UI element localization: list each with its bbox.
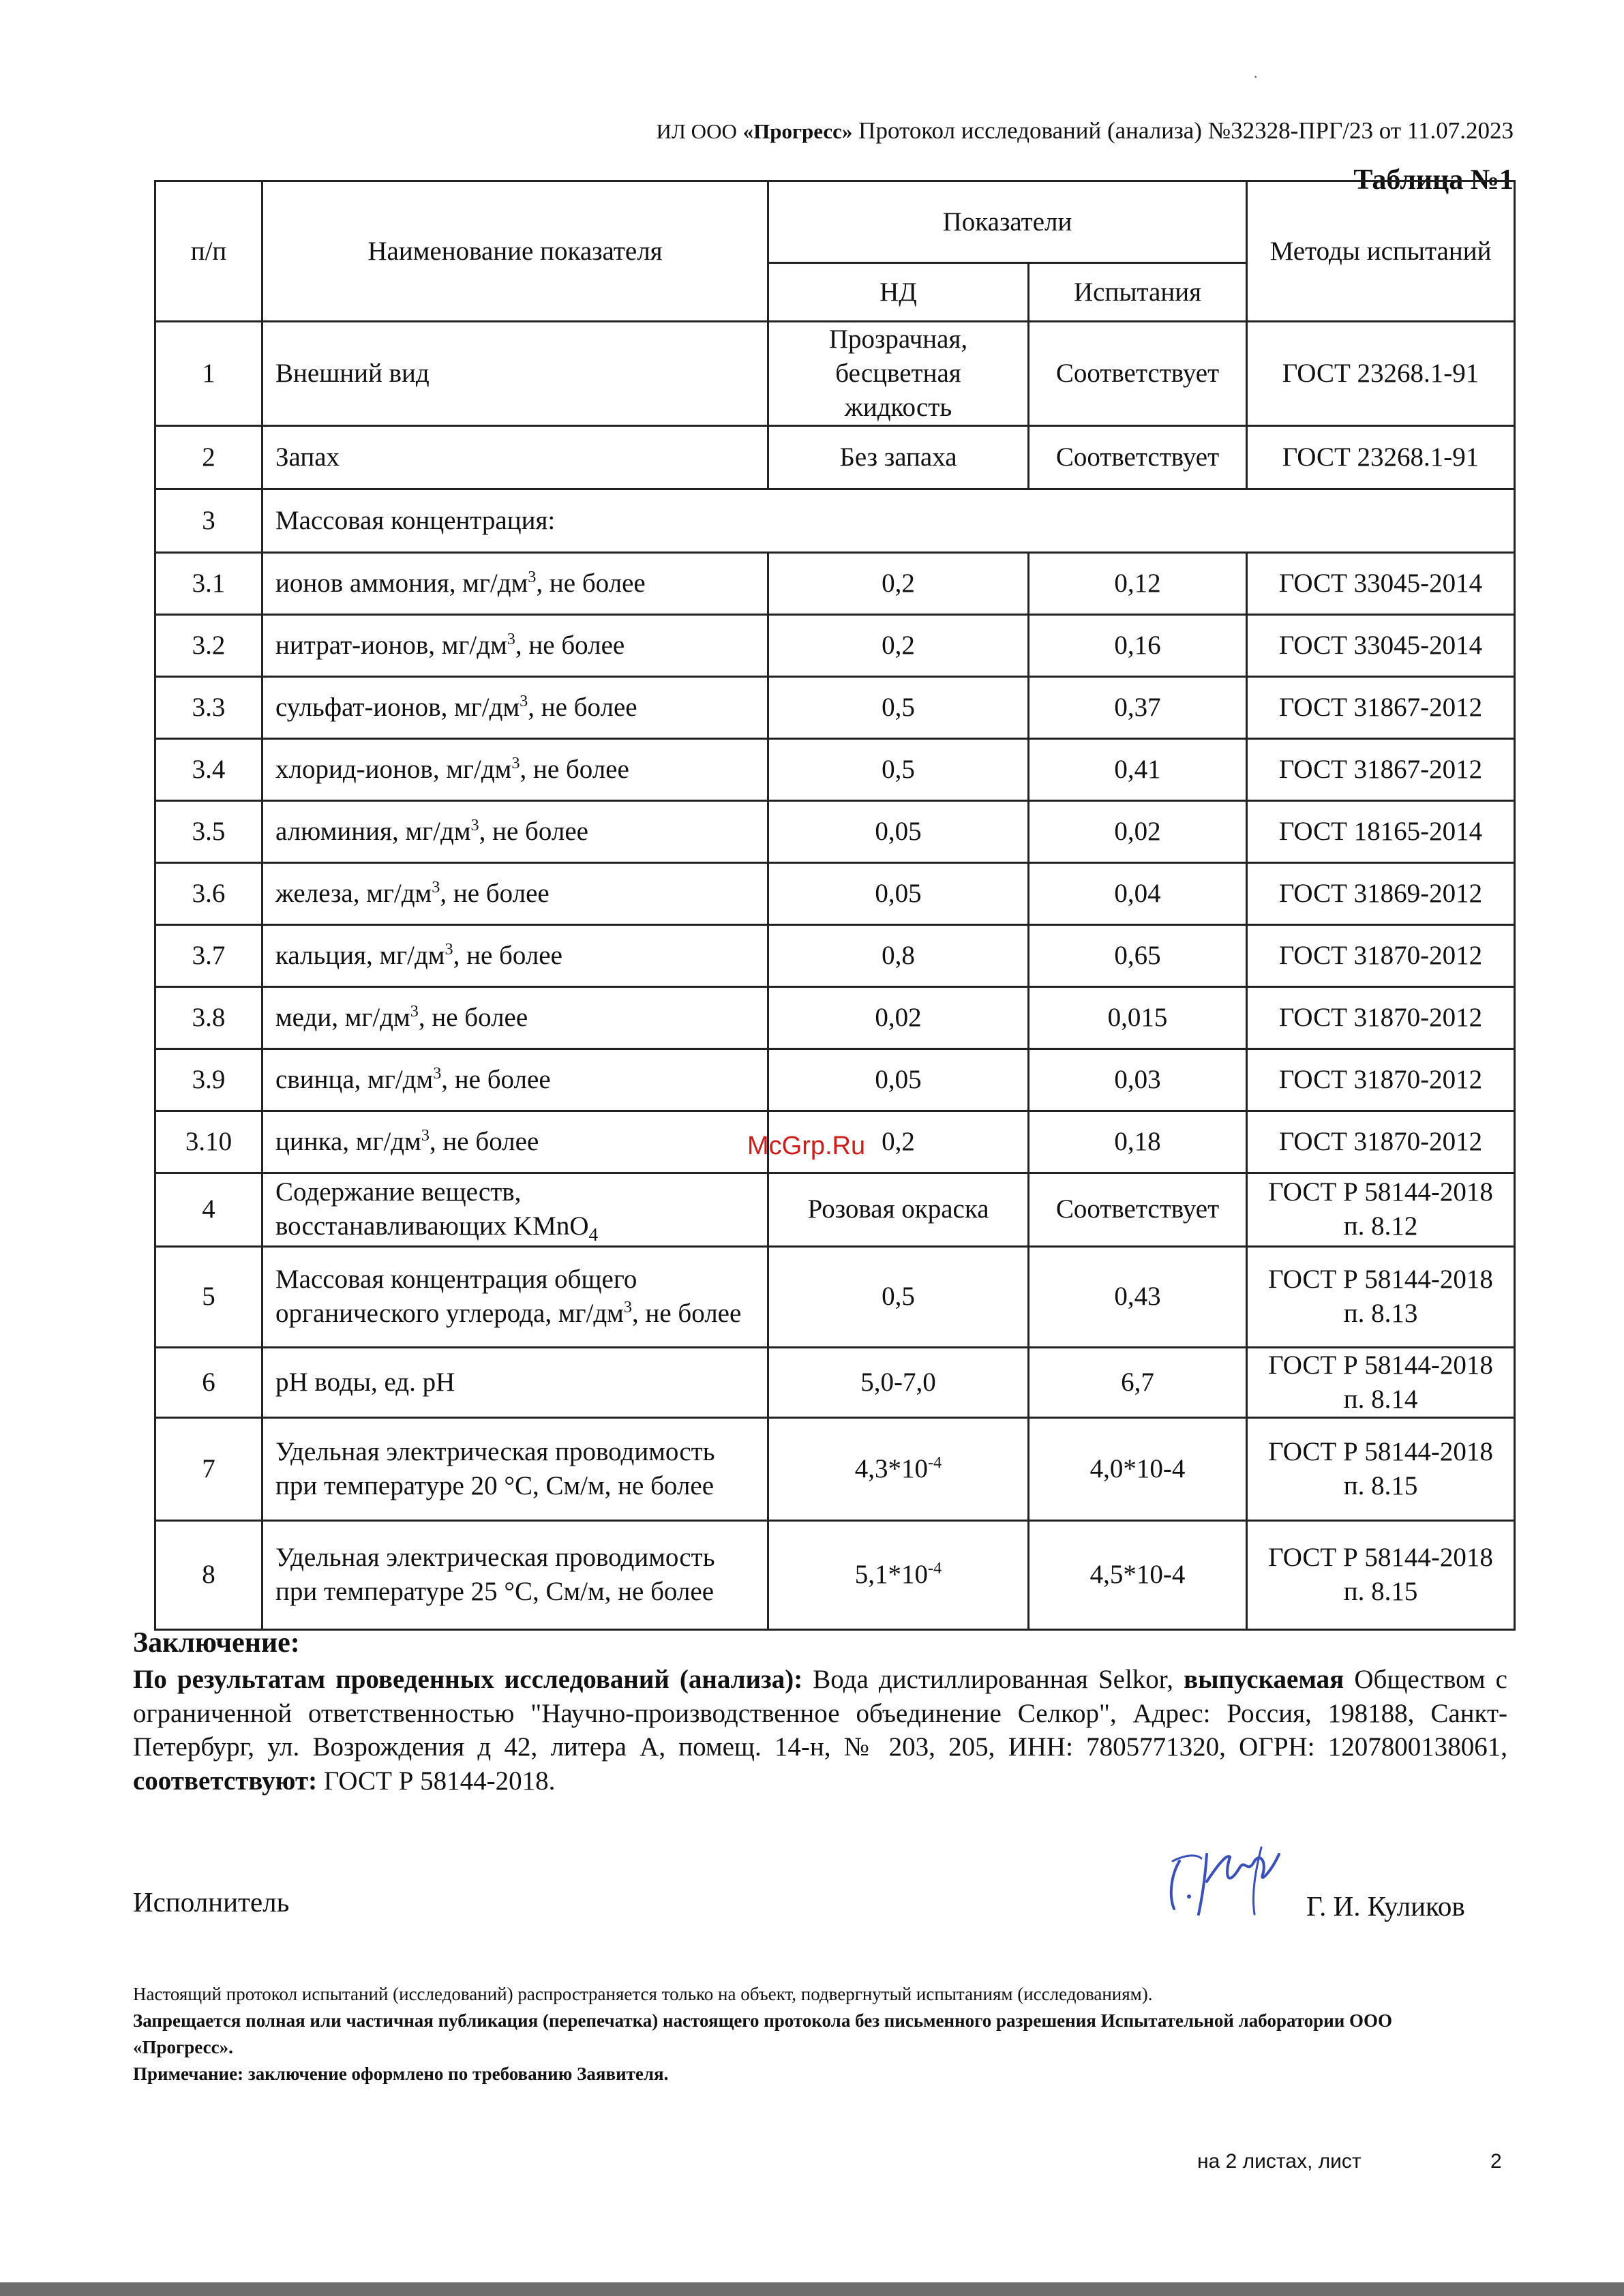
row-name: pH воды, ед. pH <box>262 1347 768 1417</box>
header-name: Наименование показателя <box>262 181 768 322</box>
row-test: 0,65 <box>1029 924 1247 986</box>
row-num: 3.8 <box>155 986 262 1048</box>
row-nd: 0,05 <box>768 862 1029 924</box>
row-num: 3.9 <box>155 1048 262 1111</box>
header-num: п/п <box>155 181 262 322</box>
table-row <box>155 738 1515 800</box>
row-test: 0,37 <box>1029 676 1247 738</box>
row-num: 8 <box>155 1520 262 1629</box>
row-name: Запах <box>262 425 768 489</box>
row-nd: 0,2 <box>768 1111 1029 1173</box>
row-test: Соответствует <box>1029 425 1247 489</box>
executor-name: Г. И. Куликов <box>1306 1890 1465 1922</box>
row-method: ГОСТ 23268.1-91 <box>1247 425 1515 489</box>
row-name: свинца, $мг/дм^3$, не более <box>262 1048 768 1111</box>
row-method: ГОСТ Р 58144-2018 п. 8.12 <box>1247 1173 1515 1246</box>
table-row <box>155 552 1515 614</box>
row-nd: 0,5 <box>768 676 1029 738</box>
table-row <box>155 425 1515 489</box>
row-num: 2 <box>155 425 262 489</box>
footer-notes <box>133 1981 1469 2088</box>
row-name: меди, $мг/дм^3$, не более <box>262 986 768 1048</box>
row-name: железа, $мг/дм^3$, не более <box>262 862 768 924</box>
row-test: 4,0*10-4 <box>1029 1417 1247 1520</box>
row-method: ГОСТ Р 58144-2018 п. 8.13 <box>1247 1246 1515 1347</box>
row-method: ГОСТ 23268.1-91 <box>1247 322 1515 426</box>
row-name: Удельная электрическая проводимость при температуре 25 °С, См/м, не более <box>262 1520 768 1629</box>
row-nd: Розовая окраска <box>768 1173 1029 1246</box>
conclusion-heading: Заключение: <box>133 1627 300 1659</box>
table-row <box>155 1347 1515 1417</box>
row-name: алюминия, $мг/дм^3$, не более <box>262 800 768 862</box>
row-nd: 0,8 <box>768 924 1029 986</box>
table-row <box>155 862 1515 924</box>
table-row <box>155 614 1515 676</box>
header-nd: НД <box>768 263 1029 322</box>
row-nd: 0,05 <box>768 1048 1029 1111</box>
conclusion-text: По результатам проведенных исследований (анализа): Вода дистиллированная Selkor, выпускаемая Обществом с ограниченной ответственностью "Научно-производственное объединение Селкор", Адрес: Россия, 198188, Санкт-Петербург, ул. Возрождения д 42, литера А, помещ. 14-н, № 203, 205, ИНН: 7805771320, ОГРН: 1207800138061, соответствуют: ГОСТ Р 58144-2018. <box>133 1665 1507 1796</box>
row-method: ГОСТ Р 58144-2018 п. 8.15 <box>1247 1520 1515 1629</box>
row-method: ГОСТ Р 58144-2018 п. 8.14 <box>1247 1347 1515 1417</box>
table-row <box>155 1417 1515 1520</box>
table-title: Таблица №1 <box>1353 164 1514 196</box>
table-row <box>155 1246 1515 1347</box>
row-method: ГОСТ Р 58144-2018 п. 8.15 <box>1247 1417 1515 1520</box>
watermark: McGrp.Ru <box>747 1132 866 1160</box>
corner-mark: · <box>1253 68 1259 85</box>
row-num: 3.6 <box>155 862 262 924</box>
org-name: «Прогресс» <box>742 119 853 143</box>
row-nd: Без запаха <box>768 425 1029 489</box>
row-name: Содержание веществ, восстанавливающих KMnO$_4$ <box>262 1173 768 1246</box>
signature-image <box>1159 1834 1295 1922</box>
row-num: 6 <box>155 1347 262 1417</box>
table-row <box>155 676 1515 738</box>
row-name: Внешний вид <box>262 322 768 426</box>
row-nd: 0,5 <box>768 738 1029 800</box>
row-nd: 0,05 <box>768 800 1029 862</box>
row-name: Массовая концентрация: <box>262 489 1515 552</box>
row-nd: 0,5 <box>768 1246 1029 1347</box>
row-test: 0,03 <box>1029 1048 1247 1111</box>
results-table <box>154 180 1516 1631</box>
header-methods: Методы испытаний <box>1247 181 1515 322</box>
row-test: Соответствует <box>1029 322 1247 426</box>
header-indicators: Показатели <box>768 181 1247 263</box>
row-nd: 0,02 <box>768 986 1029 1048</box>
row-method: ГОСТ 33045-2014 <box>1247 552 1515 614</box>
row-test: 0,015 <box>1029 986 1247 1048</box>
table-header-row <box>155 181 1515 263</box>
document-header <box>518 117 1514 145</box>
page-number: 2 <box>1490 2150 1502 2173</box>
row-num: 3.3 <box>155 676 262 738</box>
row-num: 3.4 <box>155 738 262 800</box>
table-row <box>155 1520 1515 1629</box>
row-test: 0,41 <box>1029 738 1247 800</box>
row-name: Массовая концентрация общего органического углерода, $мг/дм^3$, не более <box>262 1246 768 1347</box>
table-row <box>155 1048 1515 1111</box>
row-test: 0,12 <box>1029 552 1247 614</box>
row-num: 3.5 <box>155 800 262 862</box>
row-name: цинка, $мг/дм^3$, не более <box>262 1111 768 1173</box>
row-name: сульфат-ионов, $мг/дм^3$, не более <box>262 676 768 738</box>
row-method: ГОСТ 31870-2012 <box>1247 1048 1515 1111</box>
table-row-section <box>155 489 1515 552</box>
row-num: 3.10 <box>155 1111 262 1173</box>
row-name: нитрат-ионов, $мг/дм^3$, не более <box>262 614 768 676</box>
table-row <box>155 800 1515 862</box>
table-row <box>155 924 1515 986</box>
row-test: 4,5*10-4 <box>1029 1520 1247 1629</box>
row-method: ГОСТ 31870-2012 <box>1247 1111 1515 1173</box>
page-info: на 2 листах, лист <box>1197 2150 1362 2173</box>
row-method: ГОСТ 31867-2012 <box>1247 738 1515 800</box>
row-method: ГОСТ 33045-2014 <box>1247 614 1515 676</box>
row-test: 0,43 <box>1029 1246 1247 1347</box>
row-name: кальция, $мг/дм^3$, не более <box>262 924 768 986</box>
table-row <box>155 986 1515 1048</box>
row-num: 7 <box>155 1417 262 1520</box>
row-nd: 0,2 <box>768 552 1029 614</box>
row-name: ионов аммония, $мг/дм^3$, не более <box>262 552 768 614</box>
footer-note-scope: Настоящий протокол испытаний (исследований) распространяется только на объект, подвергнутый испытаниям (исследованиям). <box>133 1984 1153 2004</box>
org-prefix: ИЛ ООО <box>656 119 737 143</box>
table-row <box>155 1173 1515 1246</box>
row-num: 3.1 <box>155 552 262 614</box>
protocol-number: Протокол исследований (анализа) №32328-ПРГ/23 от 11.07.2023 <box>858 117 1514 144</box>
row-test: 0,18 <box>1029 1111 1247 1173</box>
row-test: Соответствует <box>1029 1173 1247 1246</box>
row-method: ГОСТ 31870-2012 <box>1247 986 1515 1048</box>
row-num: 3.7 <box>155 924 262 986</box>
footer-note-copyright: Запрещается полная или частичная публикация (перепечатка) настоящего протокола без письменного разрешения Испытательной лаборатории ООО «Прогресс». <box>133 2010 1393 2058</box>
row-num: 3 <box>155 489 262 552</box>
bottom-scan-edge <box>0 2282 1624 2296</box>
conclusion <box>133 1625 1507 1798</box>
row-nd: Прозрачная, бесцветная жидкость <box>768 322 1029 426</box>
footer-note-remark: Примечание: заключение оформлено по требованию Заявителя. <box>133 2064 669 2085</box>
row-method: ГОСТ 18165-2014 <box>1247 800 1515 862</box>
row-test: 0,02 <box>1029 800 1247 862</box>
row-nd: 0,2 <box>768 614 1029 676</box>
row-num: 5 <box>155 1246 262 1347</box>
row-test: 6,7 <box>1029 1347 1247 1417</box>
row-method: ГОСТ 31867-2012 <box>1247 676 1515 738</box>
header-test: Испытания <box>1029 263 1247 322</box>
row-method: ГОСТ 31869-2012 <box>1247 862 1515 924</box>
row-name: Удельная электрическая проводимость при температуре 20 °С, См/м, не более <box>262 1417 768 1520</box>
row-nd: $5,1*10^{-4}$ <box>768 1520 1029 1629</box>
row-num: 4 <box>155 1173 262 1246</box>
table-row <box>155 322 1515 426</box>
row-num: 3.2 <box>155 614 262 676</box>
row-name: хлорид-ионов, $мг/дм^3$, не более <box>262 738 768 800</box>
row-test: 0,04 <box>1029 862 1247 924</box>
row-method: ГОСТ 31870-2012 <box>1247 924 1515 986</box>
row-nd: $4,3*10^{-4}$ <box>768 1417 1029 1520</box>
executor-label: Исполнитель <box>133 1886 290 1918</box>
row-test: 0,16 <box>1029 614 1247 676</box>
row-num: 1 <box>155 322 262 426</box>
row-nd: 5,0-7,0 <box>768 1347 1029 1417</box>
